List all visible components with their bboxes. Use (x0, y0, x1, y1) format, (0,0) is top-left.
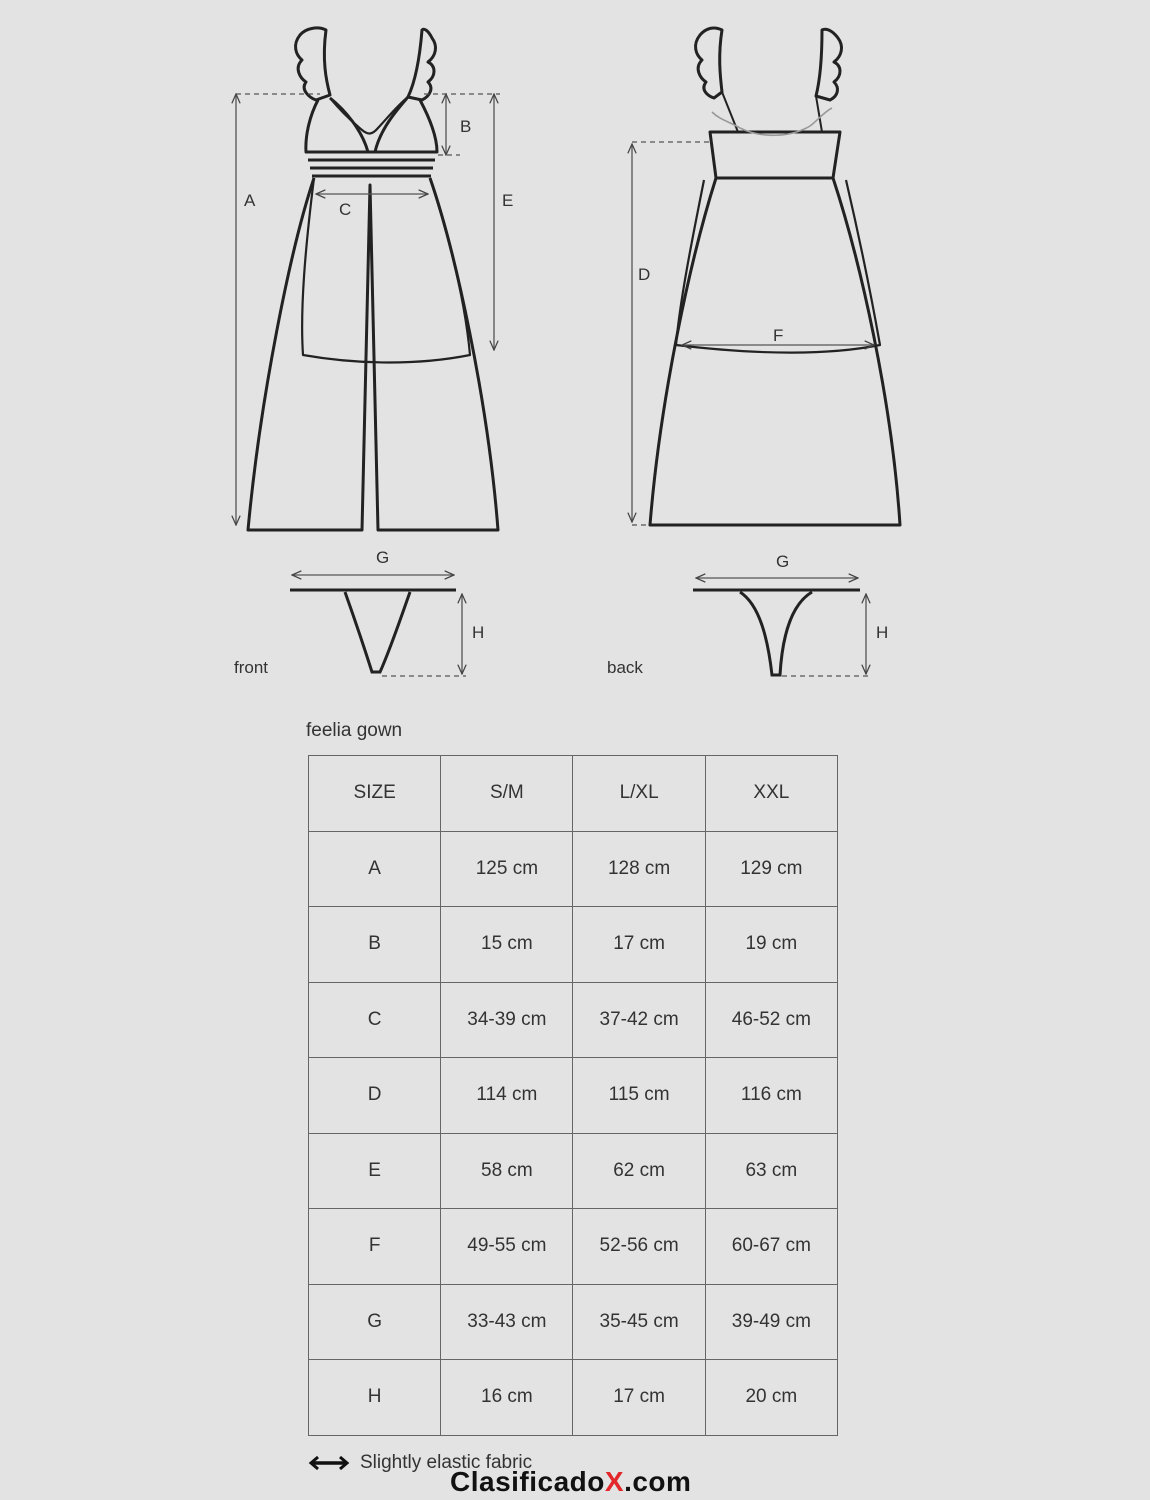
watermark-logo (450, 1466, 691, 1498)
table-cell: 17 cm (573, 1360, 705, 1436)
watermark-prefix: Clasificado (450, 1466, 605, 1497)
table-cell: E (309, 1133, 441, 1209)
measure-label-h-back: H (876, 623, 889, 642)
measure-label-f: F (773, 326, 784, 345)
table-cell: 62 cm (573, 1133, 705, 1209)
table-row (309, 1209, 838, 1285)
front-right-cup (375, 97, 437, 152)
table-cell: 63 cm (705, 1133, 837, 1209)
header-cell: XXL (705, 756, 837, 832)
front-right-strap (408, 29, 435, 100)
table-row (309, 1284, 838, 1360)
table-cell: C (309, 982, 441, 1058)
table-cell: 60-67 cm (705, 1209, 837, 1285)
table-row (309, 1058, 838, 1134)
back-thong-drawing (693, 590, 860, 675)
measure-label-h-front: H (472, 623, 485, 642)
back-gown-drawing (650, 28, 900, 525)
table-cell: 116 cm (705, 1058, 837, 1134)
front-view-label: front (234, 658, 269, 677)
table-row (309, 907, 838, 983)
measure-label-g-front: G (376, 548, 390, 567)
measure-label-e: E (502, 191, 514, 210)
table-cell: 46-52 cm (705, 982, 837, 1058)
header-cell: L/XL (573, 756, 705, 832)
table-row (309, 831, 838, 907)
garment-diagram (0, 0, 1150, 700)
measure-label-c: C (339, 200, 352, 219)
watermark-x: X (604, 1466, 625, 1497)
front-gown-drawing (248, 28, 498, 530)
table-cell: 58 cm (441, 1133, 573, 1209)
front-dress-outline (248, 178, 498, 530)
table-cell: 16 cm (441, 1360, 573, 1436)
table-cell: 39-49 cm (705, 1284, 837, 1360)
back-bodice (710, 132, 840, 178)
front-thong-drawing (290, 590, 456, 672)
table-row (309, 982, 838, 1058)
table-cell: 114 cm (441, 1058, 573, 1134)
table-cell: 19 cm (705, 907, 837, 983)
back-right-strap (816, 29, 841, 100)
table-cell: 35-45 cm (573, 1284, 705, 1360)
table-cell: 34-39 cm (441, 982, 573, 1058)
table-cell: 52-56 cm (573, 1209, 705, 1285)
table-row (309, 1133, 838, 1209)
table-header-row (309, 756, 838, 832)
table-row (309, 1360, 838, 1436)
front-left-strap (296, 28, 330, 100)
table-cell: 125 cm (441, 831, 573, 907)
measure-label-b: B (460, 117, 472, 136)
back-measure-lines (632, 142, 874, 525)
table-cell: 115 cm (573, 1058, 705, 1134)
table-cell: 128 cm (573, 831, 705, 907)
footnote-text: Slightly elastic fabric (360, 1452, 533, 1473)
header-cell: SIZE (309, 756, 441, 832)
size-table (308, 755, 838, 1436)
table-cell: 15 cm (441, 907, 573, 983)
measure-label-g-back: G (776, 552, 790, 571)
measure-label-a: A (244, 191, 256, 210)
table-cell: F (309, 1209, 441, 1285)
double-arrow-icon (308, 1455, 350, 1471)
table-title: feelia gown (306, 720, 403, 741)
table-cell: 129 cm (705, 831, 837, 907)
measure-label-d: D (638, 265, 651, 284)
table-cell: H (309, 1360, 441, 1436)
watermark-suffix: .com (624, 1466, 692, 1497)
table-cell: 20 cm (705, 1360, 837, 1436)
back-left-strap (696, 28, 722, 98)
table-cell: 17 cm (573, 907, 705, 983)
table-cell: 33-43 cm (441, 1284, 573, 1360)
header-cell: S/M (441, 756, 573, 832)
back-thong-measure (696, 578, 870, 676)
table-cell: G (309, 1284, 441, 1360)
table-cell: B (309, 907, 441, 983)
table-cell: A (309, 831, 441, 907)
table-cell: D (309, 1058, 441, 1134)
back-view-label: back (607, 658, 643, 677)
table-cell: 49-55 cm (441, 1209, 573, 1285)
table-cell: 37-42 cm (573, 982, 705, 1058)
